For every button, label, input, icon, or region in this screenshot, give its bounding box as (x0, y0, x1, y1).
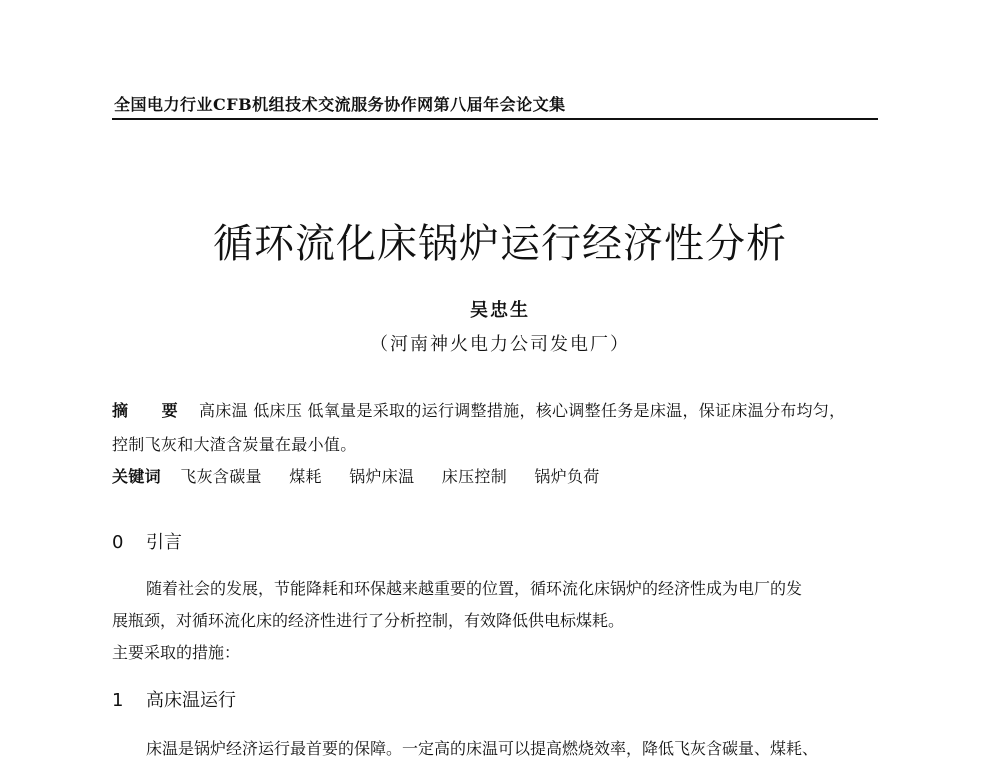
section-title: 引言 (146, 532, 182, 553)
body-text-line: 随着社会的发展，节能降耗和环保越来越重要的位置，循环流化床锅炉的经济性成为电厂的发 (146, 579, 803, 598)
abstract-text-line-1: 高床温 低床压 低氧量是采取的运行调整措施，核心调整任务是床温，保证床温分布均匀， (198, 401, 846, 420)
section-number: 1 (112, 690, 124, 711)
section-heading-high-bed-temperature (112, 686, 236, 712)
keyword-item: 煤耗 (289, 467, 322, 486)
header-rule (112, 118, 878, 120)
paper-title: 循环流化床锅炉运行经济性分析 (213, 221, 787, 267)
section-title: 高床温运行 (146, 690, 236, 711)
keywords-line (112, 464, 622, 487)
body-text-line: 床温是锅炉经济运行最首要的保障。一定高的床温可以提高燃烧效率，降低飞灰含碳量、煤耗、 (146, 739, 819, 758)
abstract-text-line-2: 控制飞灰和大渣含炭量在最小值。 (112, 435, 357, 454)
keyword-item: 床压控制 (441, 467, 507, 486)
section-heading-introduction (112, 528, 182, 554)
running-header: 全国电力行业CFB机组技术交流服务协作网第八届年会论文集 (114, 95, 566, 114)
author-name: 吴忠生 (470, 300, 530, 321)
keywords-label: 关键词 (112, 467, 161, 486)
author-affiliation: （河南神火电力公司发电厂） (370, 334, 630, 355)
keyword-item: 锅炉床温 (349, 467, 415, 486)
section-number: 0 (112, 532, 124, 553)
keyword-item: 锅炉负荷 (534, 467, 600, 486)
body-text-line: 主要采取的措施： (112, 643, 241, 662)
keyword-item: 飞灰含碳量 (180, 467, 262, 486)
abstract-paragraph (112, 398, 845, 421)
abstract-label: 摘 要 (112, 401, 192, 420)
body-text-line: 展瓶颈，对循环流化床的经济性进行了分析控制，有效降低供电标煤耗。 (112, 611, 625, 630)
